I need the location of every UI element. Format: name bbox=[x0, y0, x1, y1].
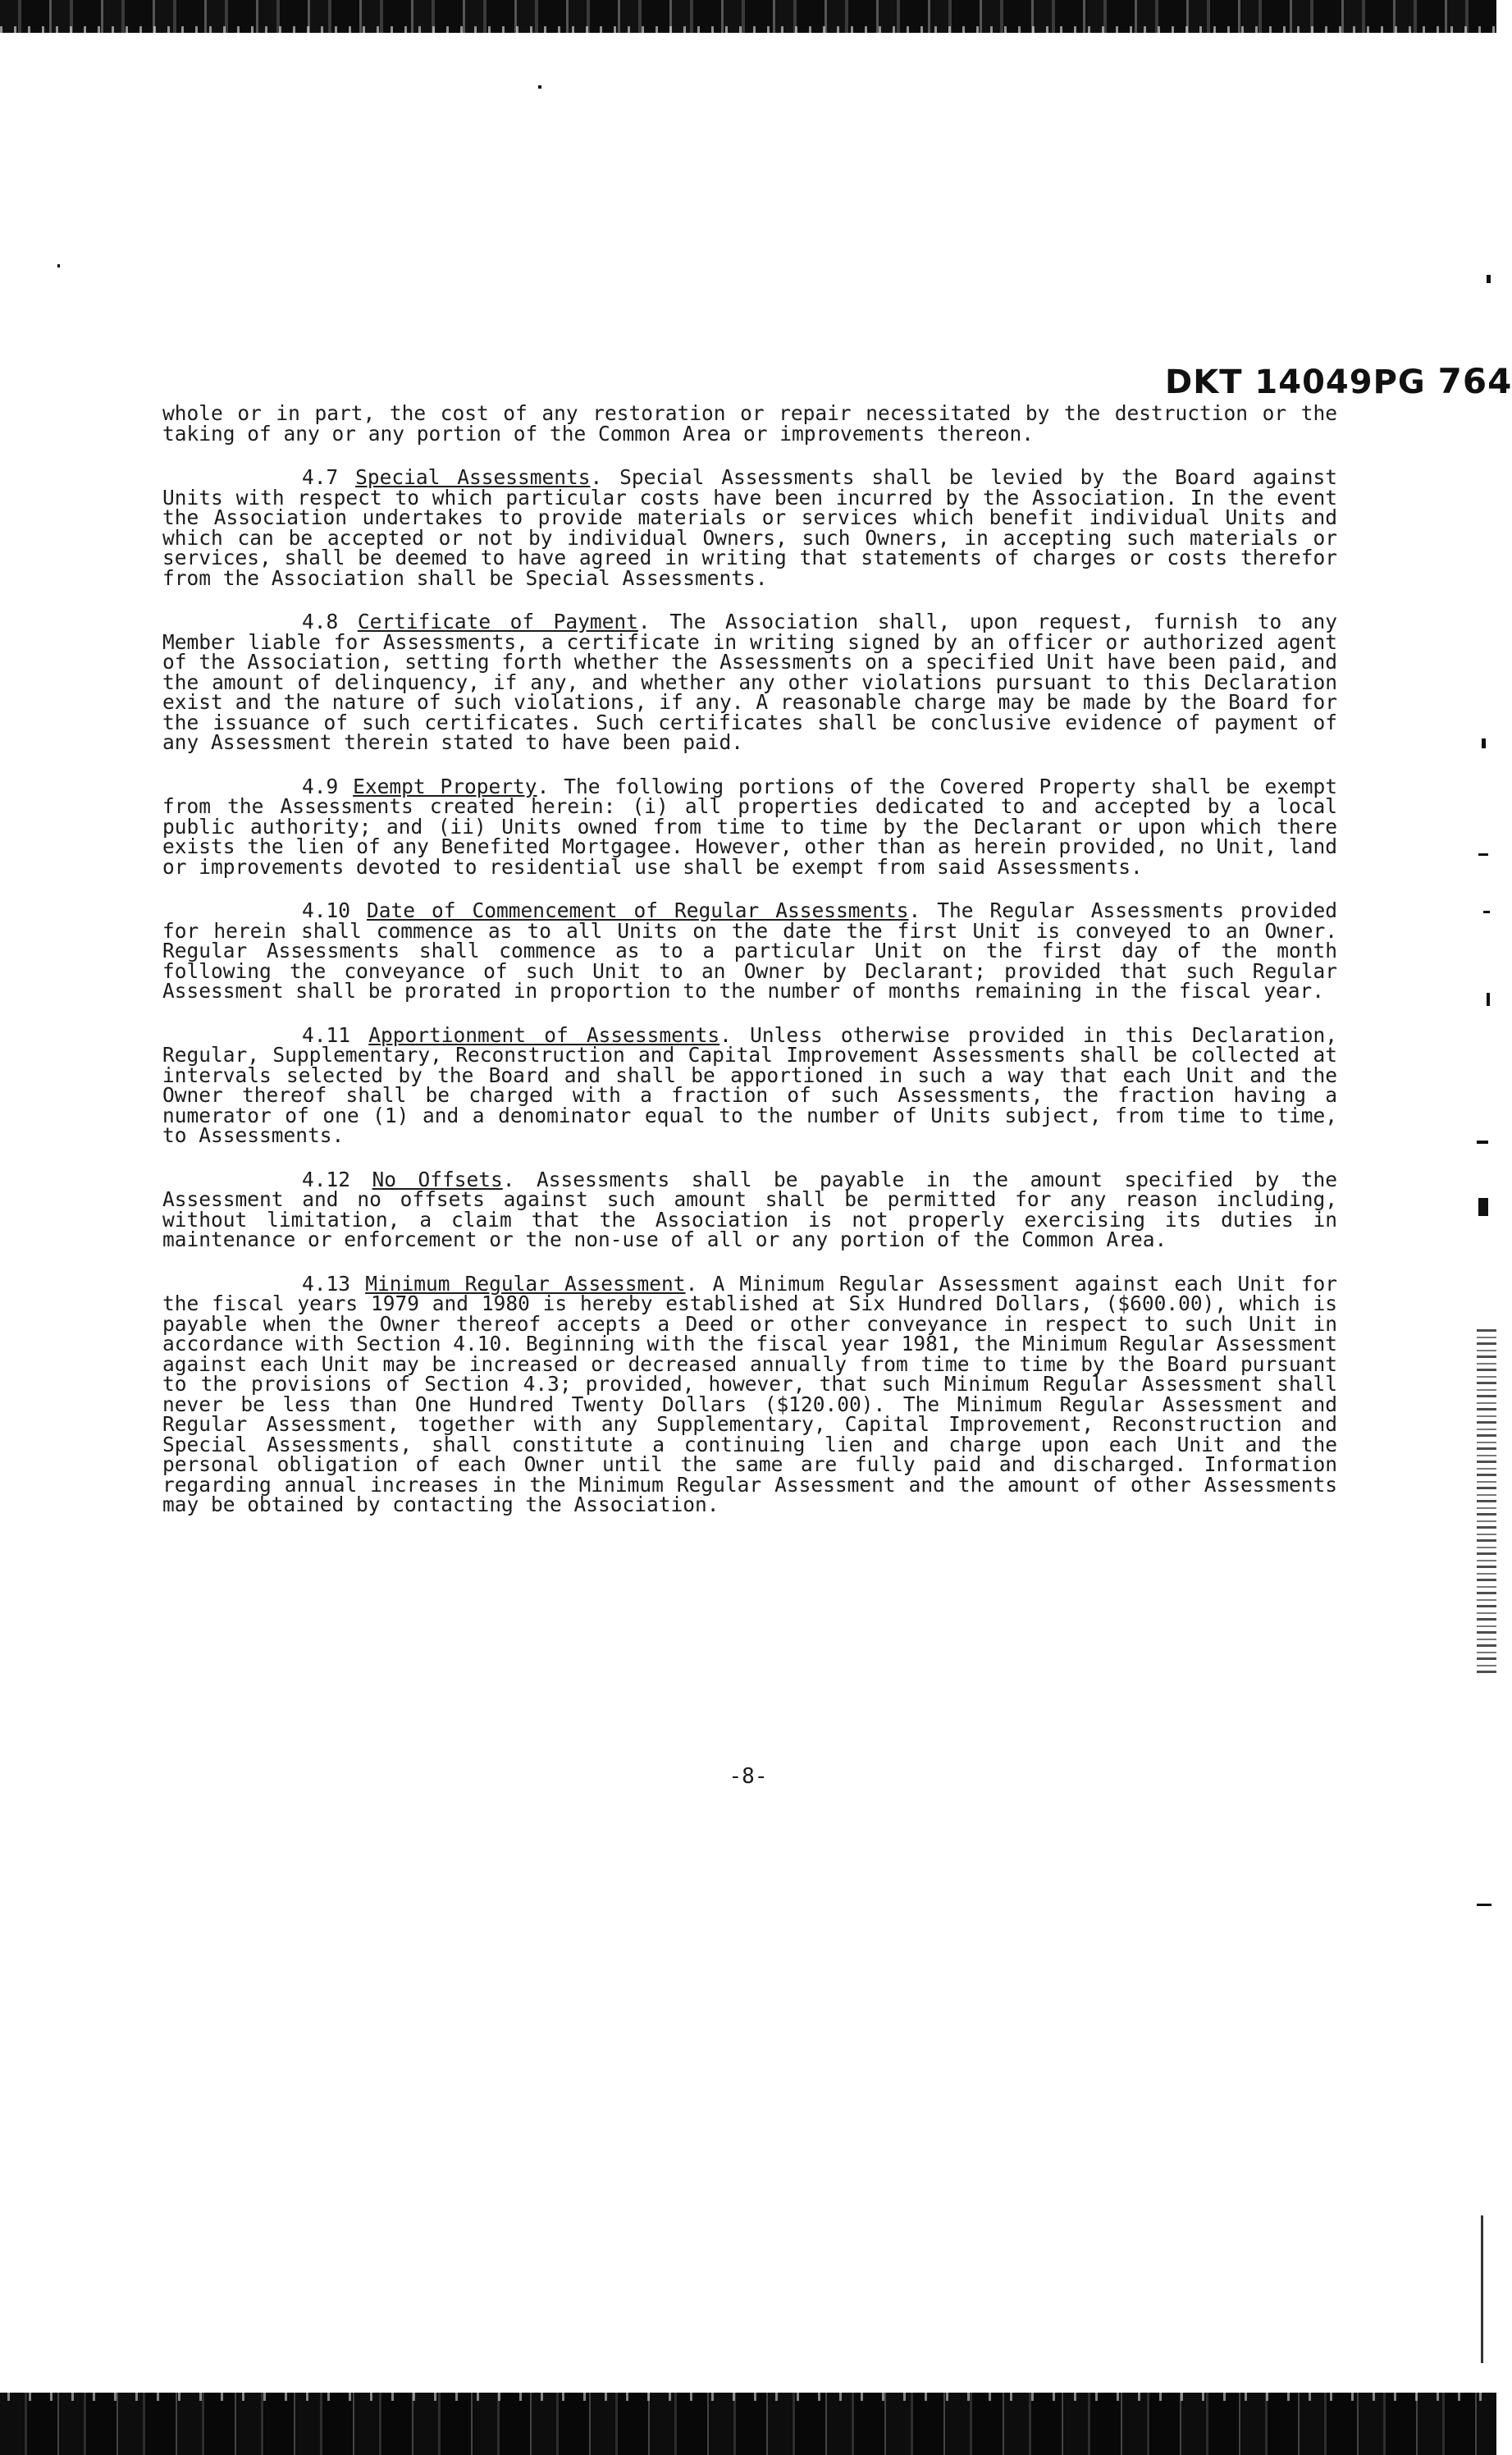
section-number: 4.13 bbox=[302, 1271, 351, 1296]
docket-page-number: 764 bbox=[1437, 361, 1512, 401]
section-body: Special Assessments shall be levied by the Board against Units with respect to which particular costs have been incurred by the Association. In the event the Association undertakes to provide materials or services which benefit individual Units and which can be accepted or not by individual Owners, such Owners, in accepting such materials or services, shall be deemed to have agreed in writing that statements of charges or costs therefor from the Association shall be Special Assessments. bbox=[162, 465, 1337, 590]
section-4-8: 4.8 Certificate of Payment. The Association shall, upon request, furnish to any Member liable for Assessments, a certificate in writing signed by an officer or authorized agent of the Association, setting forth whether the Assessments on a specified Unit have been paid, and the amount of delinquency, if any, and whether any other violations pursuant to this Declaration exist and the nature of such violations, if any. A reasonable charge may be made by the Board for the issuance of such certificates. Such certificates shall be conclusive evidence of payment of any Assessment therein stated to have been paid. bbox=[162, 610, 1337, 754]
scan-speck bbox=[538, 85, 541, 89]
scan-speck bbox=[1477, 1141, 1488, 1144]
scan-edge-line bbox=[1481, 2215, 1483, 2363]
scan-speck bbox=[1478, 1198, 1488, 1216]
section-heading: Minimum Regular Assessment bbox=[365, 1271, 686, 1296]
section-number: 4.9 bbox=[302, 774, 339, 798]
section-4-11: 4.11 Apportionment of Assessments. Unless otherwise provided in this Declaration, Regular, Supplementary, Reconstruction and Capital Improvement Assessments shall be collected at intervals selected by the Board and shall be apportioned in such a way that each Unit and the Owner thereof shall be charged with a fraction of such Assessments, the fraction having a numerator of one (1) and a denominator equal to the number of Units subject, from time to time, to Assessments. bbox=[162, 1022, 1337, 1147]
scan-speck bbox=[1487, 275, 1491, 283]
section-heading: Exempt Property bbox=[353, 774, 537, 798]
section-4-13: 4.13 Minimum Regular Assessment. A Minimum Regular Assessment against each Unit for the fiscal years 1979 and 1980 is hereby established at Six Hundred Dollars, ($600.00), which is payable when the Owner thereof accepts a Deed or other conveyance in respect to such Unit in accordance with Section 4.10. Beginning with the fiscal year 1981, the Minimum Regular Assessment against each Unit may be increased or decreased annually from time to time by the Board pursuant to the provisions of Section 4.3; provided, however, that such Minimum Regular Assessment shall never be less than One Hundred Twenty Dollars ($120.00). The Minimum Regular Assessment and Regular Assessment, together with any Supplementary, Capital Improvement, Reconstruction and Special Assessments, shall constitute a continuing lien and charge upon each Unit and the personal obligation of each Owner until the same are fully paid and discharged. Information regarding annual increases in the Minimum Regular Assessment and the amount of other Assessments may be obtained by contacting the Association. bbox=[162, 1271, 1337, 1516]
section-body: A Minimum Regular Assessment against each Unit for the fiscal years 1979 and 1980 is hereby established at Six Hundred Dollars, ($600.00), which is payable when the Owner thereof accepts a Deed or other conveyance in respect to such Unit in accordance with Section 4.10. Beginning with the fiscal year 1981, the Minimum Regular Assessment against each Unit may be increased or decreased annually from time to time by the Board pursuant to the provisions of Section 4.3; provided, however, that such Minimum Regular Assessment shall never be less than One Hundred Twenty Dollars ($120.00). The Minimum Regular Assessment and Regular Assessment, together with any Supplementary, Capital Improvement, Reconstruction and Special Assessments, shall constitute a continuing lien and charge upon each Unit and the personal obligation of each Owner until the same are fully paid and discharged. Information regarding annual increases in the Minimum Regular Assessment and the amount of other Assessments may be obtained by contacting the Association. bbox=[162, 1271, 1337, 1516]
scan-edge-marks bbox=[1477, 1329, 1496, 1674]
section-heading: Date of Commencement of Regular Assessments bbox=[367, 898, 909, 922]
section-number: 4.11 bbox=[302, 1022, 351, 1047]
docket-page-label: PG bbox=[1373, 363, 1426, 401]
section-heading: Certificate of Payment bbox=[357, 610, 638, 633]
section-body: The following portions of the Covered Property shall be exempt from the Assessments created herein: (i) all properties dedicated to and accepted by a local public authority; and (ii) Units owned from time to time by the Declarant or upon which there exists the lien of any Benefited Mortgagee. However, other than as herein provided, no Unit, land or improvements devoted to residential use shall be exempt from said Assessments. bbox=[162, 774, 1337, 879]
scan-speck bbox=[1477, 1904, 1491, 1906]
section-4-12: 4.12 No Offsets. Assessments shall be payable in the amount specified by the Assessment and no offsets against such amount shall be permitted for any reason including, without limitation, a claim that the Association is not properly exercising its duties in maintenance or enforcement or the non-use of all or any portion of the Common Area. bbox=[162, 1167, 1337, 1251]
page-number: -8- bbox=[729, 1764, 768, 1789]
intro-paragraph: whole or in part, the cost of any restoration or repair necessitated by the destruction or the taking of any or any portion of the Common Area or improvements thereon. bbox=[162, 401, 1337, 446]
section-body: Assessments shall be payable in the amount specified by the Assessment and no offsets against such amount shall be permitted for any reason including, without limitation, a claim that the Association is not properly exercising its duties in maintenance or enforcement or the non-use of all or any portion of the Common Area. bbox=[162, 1167, 1337, 1251]
scan-border-top bbox=[0, 0, 1496, 33]
section-heading: Special Assessments bbox=[355, 465, 591, 489]
scan-speck bbox=[1483, 911, 1490, 913]
section-body: Unless otherwise provided in this Declaration, Regular, Supplementary, Reconstruction and Capital Improvement Assessments shall be collected at intervals selected by the Board and shall be apportioned in such a way that each Unit and the Owner thereof shall be charged with a fraction of such Assessments, the fraction having a numerator of one (1) and a denominator equal to the number of Units subject, from time to time, to Assessments. bbox=[162, 1022, 1337, 1147]
scan-speck bbox=[57, 264, 60, 267]
section-body: The Regular Assessments provided for herein shall commence as to all Units on the date the first Unit is conveyed to an Owner. Regular Assessments shall commence as to a particular Unit on the first day of the month following the conveyance of such Unit to an Owner by Declarant; provided that such Regular Assessment shall be prorated in proportion to the number of months remaining in the fiscal year. bbox=[162, 898, 1337, 1003]
docket-number: DKT 14049 bbox=[1165, 363, 1373, 401]
scan-speck bbox=[1478, 853, 1488, 856]
section-number: 4.10 bbox=[302, 898, 351, 922]
scan-border-bottom bbox=[0, 2393, 1496, 2455]
scan-speck bbox=[1487, 993, 1490, 1006]
document-body bbox=[162, 401, 1337, 1539]
section-heading: No Offsets bbox=[372, 1167, 503, 1191]
section-number: 4.12 bbox=[302, 1167, 351, 1191]
section-number: 4.7 bbox=[302, 465, 339, 489]
section-4-9: 4.9 Exempt Property. The following portions of the Covered Property shall be exempt from the Assessments created herein: (i) all properties dedicated to and accepted by a local public authority; and (ii) Units owned from time to time by the Declarant or upon which there exists the lien of any Benefited Mortgagee. However, other than as herein provided, no Unit, land or improvements devoted to residential use shall be exempt from said Assessments. bbox=[162, 774, 1337, 879]
section-number: 4.8 bbox=[302, 610, 339, 633]
section-4-7: 4.7 Special Assessments. Special Assessments shall be levied by the Board against Units with respect to which particular costs have been incurred by the Association. In the event the Association undertakes to provide materials or services which benefit individual Units and which can be accepted or not by individual Owners, such Owners, in accepting such materials or services, shall be deemed to have agreed in writing that statements of charges or costs therefor from the Association shall be Special Assessments. bbox=[162, 465, 1337, 590]
section-body: The Association shall, upon request, furnish to any Member liable for Assessments, a certificate in writing signed by an officer or authorized agent of the Association, setting forth whether the Assessments on a specified Unit have been paid, and the amount of delinquency, if any, and whether any other violations pursuant to this Declaration exist and the nature of such violations, if any. A reasonable charge may be made by the Board for the issuance of such certificates. Such certificates shall be conclusive evidence of payment of any Assessment therein stated to have been paid. bbox=[162, 610, 1337, 754]
section-4-10: 4.10 Date of Commencement of Regular Assessments. The Regular Assessments provided for herein shall commence as to all Units on the date the first Unit is conveyed to an Owner. Regular Assessments shall commence as to a particular Unit on the first day of the month following the conveyance of such Unit to an Owner by Declarant; provided that such Regular Assessment shall be prorated in proportion to the number of months remaining in the fiscal year. bbox=[162, 898, 1337, 1003]
scan-speck bbox=[1482, 738, 1486, 748]
docket-reference bbox=[1165, 361, 1512, 401]
section-heading: Apportionment of Assessments bbox=[368, 1022, 720, 1047]
